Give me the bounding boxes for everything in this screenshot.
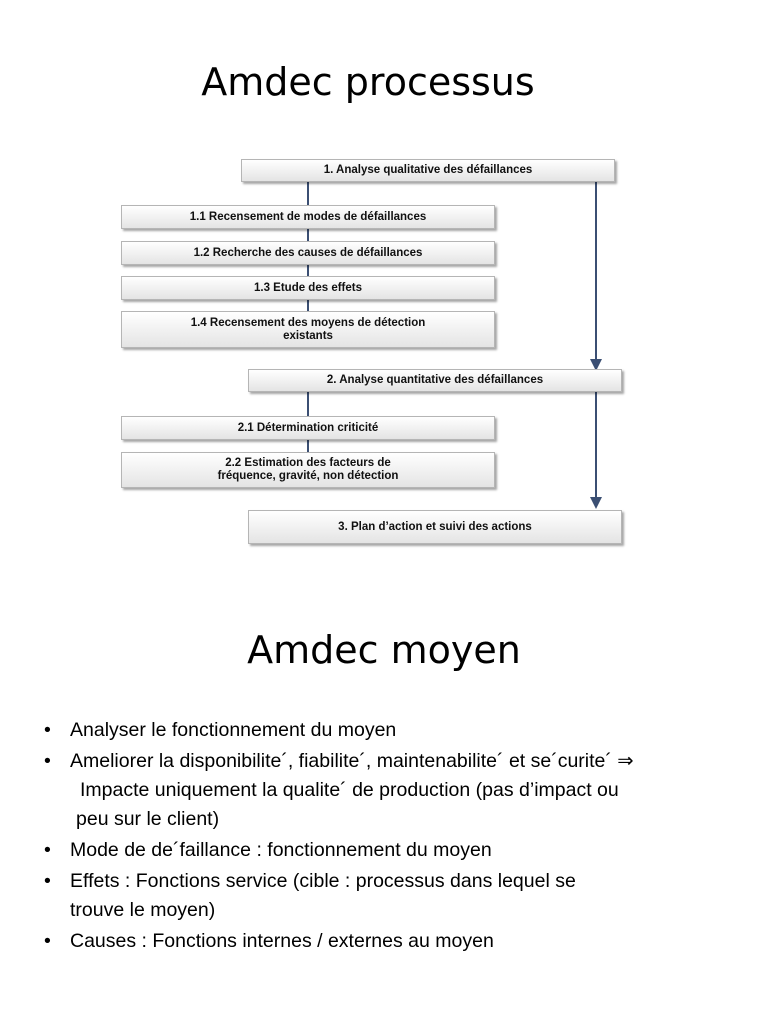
list-item-text: Impacte uniquement la qualite´ de production (pas d’impact ou [80,779,619,801]
step-2-2-label-line2: fréquence, gravité, non détection [217,470,399,482]
step-2-2-box [121,452,495,488]
arrow-to-step2 [586,181,606,373]
bullet-icon: • [44,839,51,861]
list-item-text: peu sur le client) [76,808,220,830]
list-item-text: Analyser le fonctionnement du moyen [70,719,397,741]
step-2-1-box [121,416,495,440]
bullet-icon: • [44,870,51,892]
bullet-icon: • [44,750,51,772]
bullet-list [42,716,742,958]
arrow-to-step3 [586,391,606,511]
step-1-1-label: 1.1 Recensement de modes de défaillances [189,210,427,223]
step-1-4-label-line2: existants [283,329,333,342]
list-item [42,836,742,865]
connector-line [307,299,309,311]
list-item-text: Causes : Fonctions internes / externes au moyen [70,930,494,952]
step-1-4-label-line1: 1.4 Recensement des moyens de détection [190,316,426,329]
connector-line [307,439,309,452]
page-title-moyen: Amdec moyen [247,628,521,672]
bullet-icon: • [44,930,51,952]
step-2-1-label: 2.1 Détermination criticité [237,421,379,434]
step-1-3-box [121,276,495,300]
step-1-2-label: 1.2 Recherche des causes de défaillances [193,246,423,259]
step-1-box [241,159,615,182]
list-item-text: Ameliorer la disponibilite´, fiabilite´, maintenabilite´ et se´curite´ ⇒ [70,750,634,772]
bullet-icon: • [44,719,51,741]
step-2-label: 2. Analyse quantitative des défaillances [326,374,544,386]
step-1-3-label: 1.3 Etude des effets [253,281,362,294]
list-item-text: trouve le moyen) [70,899,216,921]
step-3-label: 3. Plan d’action et suivi des actions [338,520,532,533]
list-item [42,747,742,834]
connector-line [307,391,309,416]
connector-line [307,264,309,276]
step-1-label: 1. Analyse qualitative des défaillances [323,164,533,176]
list-item [42,716,742,745]
list-item [42,867,742,925]
step-1-1-box [121,205,495,229]
list-item-text: Mode de de´faillance : fonctionnement du moyen [70,839,492,861]
list-item [42,927,742,956]
list-item-text: Effets : Fonctions service (cible : processus dans lequel se [70,870,576,892]
step-2-2-label-line1: 2.2 Estimation des facteurs de [225,457,391,469]
step-2-box [248,369,622,392]
connector-line [307,181,309,205]
connector-line [307,229,309,241]
step-1-2-box [121,241,495,265]
step-1-4-box [121,311,495,348]
page-title-processus: Amdec processus [201,60,535,104]
step-3-box [248,510,622,544]
